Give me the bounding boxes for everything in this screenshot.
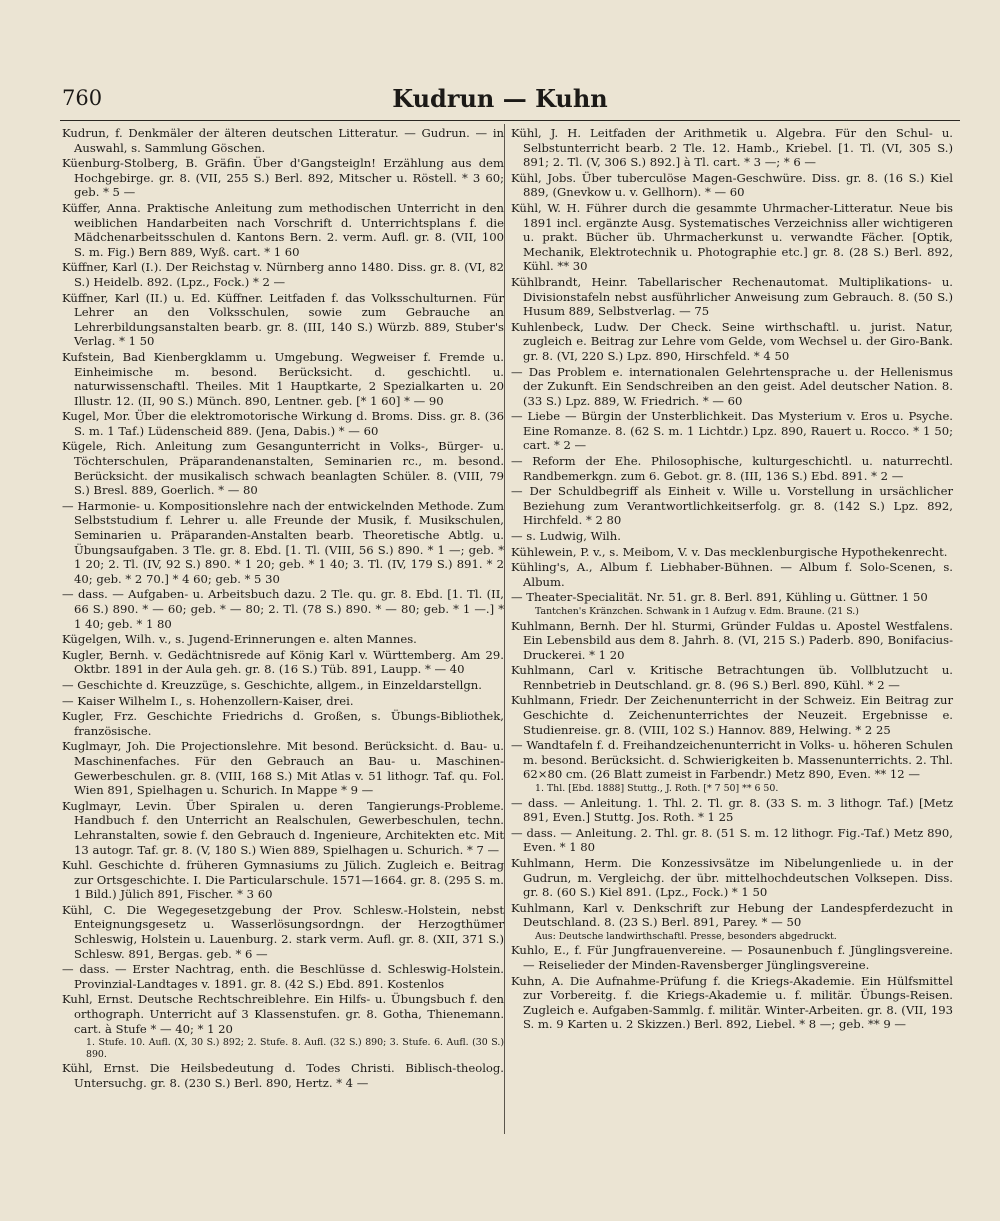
bibliography-entry: Kühling's, A., Album f. Liebhaber-Bühnen. — Album f. Solo-Scenen, s. Album. <box>511 560 953 589</box>
bibliography-entry: — dass. — Anleitung. 1. Thl. 2. Tl. gr. 8. (33 S. m. 3 lithogr. Taf.) [Metz 891, Even.] Stuttg. Jos. Roth. * 1 25 <box>511 795 953 825</box>
bibliography-entry: — dass. — Aufgaben- u. Arbeitsbuch dazu. 2 Tle. qu. gr. 8. Ebd. [1. Tl. (II, 66 S.) 890. * — 60; geb. * — 80; 2. Tl. (78 S.) 890. * — 80; geb. * 1 —.] * 1 40; geb. * 1 80 <box>62 587 504 631</box>
bibliography-entry: Kühl, W. H. Führer durch die gesammte Uhrmacher-Litteratur. Neue bis 1891 incl. ergänzte Ausg. Systematisches Verzeichniss aller wichtigeren u. prakt. Bücher üb. Uhrmacherkunst u. verwandte Fächer. [Optik, Mechanik, Elektrotechnik u. Photographie etc.] gr. 8. (28 S.) Berl. 892, Kühl. ** 30 <box>511 200 953 274</box>
page-header <box>0 84 1000 120</box>
bibliography-entry: Kuhlmann, Carl v. Kritische Betrachtungen üb. Vollblutzucht u. Rennbetrieb in Deutschland. gr. 8. (96 S.) Berl. 890, Kühl. * 2 — <box>511 663 953 692</box>
bibliography-entry: Kühl, Jobs. Über tuberculöse Magen-Geschwüre. Diss. gr. 8. (16 S.) Kiel 889, (Gnevkow u. v. Gellhorn). * — 60 <box>511 170 953 200</box>
right-column <box>511 126 953 1033</box>
bibliography-entry: Küffner, Karl (I.). Der Reichstag v. Nürnberg anno 1480. Diss. gr. 8. (VI, 82 S.) Heidelb. 892. (Lpz., Fock.) * 2 — <box>62 260 504 289</box>
bibliography-entry: Kühl, J. H. Leitfaden der Arithmetik u. Algebra. Für den Schul- u. Selbstunterricht bearb. 2 Tle. 12. Hamb., Kriebel. [1. Tl. (VI, 305 S.) 891; 2. Tl. (V, 306 S.) 892.] à Tl. cart. * 3 —; * 6 — <box>511 126 953 170</box>
bibliography-entry: Kuhn, A. Die Aufnahme-Prüfung f. die Kriegs-Akademie. Ein Hülfsmittel zur Vorbereitg. f. die Kriegs-Akademie u. f. militär. Übungs-Reisen. Zugleich e. Aufgaben-Sammlg. f. militär. Winter-Arbeiten. gr. 8. (VII, 193 S. m. 9 Karten u. 2 Skizzen.) Berl. 892, Liebel. * 8 —; geb. ** 9 — <box>511 973 953 1032</box>
bibliography-entry: Kuhlmann, Friedr. Der Zeichenunterricht in der Schweiz. Ein Beitrag zur Geschichte d. Zeichenunterrichtes der Neuzeit. Ergebnisse e. Studienreise. gr. 8. (VIII, 102 S.) Hannov. 889, Helwing. * 2 25 <box>511 693 953 737</box>
bibliography-entry: Kühl, C. Die Wegegesetzgebung der Prov. Schlesw.-Holstein, nebst Enteignungsgesetz u. Wasserlösungsordngn. der Herzogthümer Schleswig, Holstein u. Lauenburg. 2. stark verm. Aufl. gr. 8. (XII, 371 S.) Schlesw. 891, Bergas. geb. * 6 — <box>62 902 504 961</box>
bibliography-entry: — Harmonie- u. Kompositionslehre nach der entwickelnden Methode. Zum Selbststudium f. Lehrer u. alle Freunde der Musik, f. Musikschulen, Seminarien u. Präparanden-Anstalten bearb. Theoretische Abtlg. u. Übungsaufgaben. 3 Tle. gr. 8. Ebd. [1. Tl. (VIII, 56 S.) 890. * 1 —; geb. * 1 20; 2. Tl. (IV, 92 S.) 890. * 1 20; geb. * 1 40; 3. Tl. (IV, 179 S.) 891. * 2 40; geb. * 2 70.] * 4 60; geb. * 5 30 <box>62 498 504 586</box>
running-title: Kudrun — Kuhn <box>392 84 608 113</box>
bibliography-entry: Kuhlmann, Bernh. Der hl. Sturmi, Gründer Fuldas u. Apostel Westfalens. Ein Lebensbild aus dem 8. Jahrh. 8. (VI, 215 S.) Paderb. 890, Bonifacius-Druckerei. * 1 20 <box>511 618 953 662</box>
bibliography-entry: Kuhlenbeck, Ludw. Der Check. Seine wirthschaftl. u. jurist. Natur, zugleich e. Beitrag zur Lehre vom Gelde, vom Wechsel u. der Giro-Bank. gr. 8. (VI, 220 S.) Lpz. 890, Hirschfeld. * 4 50 <box>511 319 953 363</box>
bibliography-entry: — Das Problem e. internationalen Gelehrtensprache u. der Hellenismus der Zukunft. Ein Sendschreiben an den geist. Adel deutscher Nation. 8. (33 S.) Lpz. 889, W. Friedrich. * — 60 <box>511 364 953 408</box>
bibliography-entry: Küenburg-Stolberg, B. Gräfin. Über d'Gangsteigln! Erzählung aus dem Hochgebirge. gr. 8. (VII, 255 S.) Berl. 892, Mitscher u. Röstell. * 3 60; geb. * 5 — <box>62 156 504 200</box>
bibliography-entry: Kufstein, Bad Kienbergklamm u. Umgebung. Wegweiser f. Fremde u. Einheimische m. besond. Berücksicht. d. geschichtl. u. naturwissenschaftl. Theiles. Mit 1 Hauptkarte, 2 Spezialkarten u. 20 Illustr. 12. (II, 90 S.) Münch. 890, Lentner. geb. [* 1 60] * — 90 <box>62 349 504 408</box>
bibliography-entry: — Wandtafeln f. d. Freihandzeichenunterricht in Volks- u. höheren Schulen m. besond. Berücksicht. d. Schwierigkeiten b. Massenunterrichts. 2. Thl. 62×80 cm. (26 Blatt zumeist in Farbendr.) Metz 890, Even. ** 12 — <box>511 738 953 782</box>
left-column <box>62 126 504 1091</box>
bibliography-note: 1. Thl. [Ebd. 1888] Stuttg., J. Roth. [* 7 50] ** 6 50. <box>535 783 779 795</box>
bibliography-entry: Kuhlmann, Herm. Die Konzessivsätze im Nibelungenliede u. in der Gudrun, m. Vergleichg. der übr. mittelhochdeutschen Volksepen. Diss. gr. 8. (60 S.) Kiel 891. (Lpz., Fock.) * 1 50 <box>511 855 953 900</box>
bibliography-entry: Küffner, Karl (II.) u. Ed. Küffner. Leitfaden f. das Volksschulturnen. Für Lehrer an den Volksschulen, sowie zum Gebrauche an Lehrerbildungsanstalten bearb. gr. 8. (III, 140 S.) Würzb. 889, Stuber's Verlag. * 1 50 <box>62 290 504 349</box>
bibliography-note: Aus: Deutsche landwirthschaftl. Presse, besonders abgedruckt. <box>535 930 837 942</box>
bibliography-entry: — Kaiser Wilhelm I., s. Hohenzollern-Kaiser, drei. <box>62 693 354 708</box>
bibliography-entry: Kühl, Ernst. Die Heilsbedeutung d. Todes Christi. Biblisch-theolog. Untersuchg. gr. 8. (230 S.) Berl. 890, Hertz. * 4 — <box>62 1061 504 1090</box>
bibliography-entry: Kuhlmann, Karl v. Denkschrift zur Hebung der Landespferdezucht in Deutschland. 8. (23 S.) Berl. 891, Parey. * — 50 <box>511 900 953 930</box>
bibliography-entry: — dass. — Anleitung. 2. Thl. gr. 8. (51 S. m. 12 lithogr. Fig.-Taf.) Metz 890, Even. * 1 80 <box>511 825 953 855</box>
bibliography-entry: — s. Ludwig, Wilh. <box>511 529 621 544</box>
bibliography-entry: — Reform der Ehe. Philosophische, kulturgeschichtl. u. naturrechtl. Randbemerkgn. zum 6. Gebot. gr. 8. (III, 136 S.) Ebd. 891. * 2 — <box>511 454 953 483</box>
bibliography-entry: — Theater-Specialität. Nr. 51. gr. 8. Berl. 891, Kühling u. Güttner. 1 50 <box>511 590 928 605</box>
bibliography-entry: Kuhl, Ernst. Deutsche Rechtschreiblehre. Ein Hilfs- u. Übungsbuch f. den orthograph. Unterricht auf 3 Klassenstufen. gr. 8. Gotha, Thienemann. cart. à Stufe * — 40; * 1 20 <box>62 992 504 1036</box>
bibliography-entry: — Geschichte d. Kreuzzüge, s. Geschichte, allgem., in Einzeldarstellgn. <box>62 677 482 692</box>
bibliography-entry: Kugler, Frz. Geschichte Friedrichs d. Großen, s. Übungs-Bibliothek, französische. <box>62 709 504 738</box>
bibliography-entry: Kühlewein, P. v., s. Meibom, V. v. Das mecklenburgische Hypothekenrecht. <box>511 544 948 559</box>
bibliography-entry: Kugel, Mor. Über die elektromotorische Wirkung d. Broms. Diss. gr. 8. (36 S. m. 1 Taf.) Lüdenscheid 889. (Jena, Dabis.) * — 60 <box>62 409 504 438</box>
bibliography-entry: — dass. — Erster Nachtrag, enth. die Beschlüsse d. Schleswig-Holstein. Provinzial-Landtages v. 1891. gr. 8. (42 S.) Ebd. 891. Kostenlos <box>62 962 504 991</box>
bibliography-entry: Kuhlo, E., f. Für Jungfrauenvereine. — Posaunenbuch f. Jünglingsvereine. — Reiselieder der Minden-Ravensberger Jünglingsvereine. <box>511 943 953 972</box>
bibliography-entry: Kugler, Bernh. v. Gedächtnisrede auf König Karl v. Württemberg. Am 29. Oktbr. 1891 in der Aula geh. gr. 8. (16 S.) Tüb. 891, Laupp. * — 40 <box>62 647 504 677</box>
bibliography-entry: Kudrun, f. Denkmäler der älteren deutschen Litteratur. — Gudrun. — in Auswahl, s. Sammlung Göschen. <box>62 126 504 155</box>
bibliography-entry: Kuhl. Geschichte d. früheren Gymnasiums zu Jülich. Zugleich e. Beitrag zur Ortsgeschichte. I. Die Particularschule. 1571—1664. gr. 8. (295 S. m. 1 Bild.) Jülich 891, Fischer. * 3 60 <box>62 858 504 902</box>
bibliography-entry: Kügelgen, Wilh. v., s. Jugend-Erinnerungen e. alten Mannes. <box>62 632 417 647</box>
page-number: 760 <box>62 86 103 110</box>
bibliography-entry: — Liebe — Bürgin der Unsterblichkeit. Das Mysterium v. Eros u. Psyche. Eine Romanze. 8. (62 S. m. 1 Lichtdr.) Lpz. 890, Rauert u. Rocco. * 1 50; cart. * 2 — <box>511 409 953 453</box>
bibliography-note: Tantchen's Kränzchen. Schwank in 1 Aufzug v. Edm. Braune. (21 S.) <box>535 606 859 617</box>
bibliography-entry: — Der Schuldbegriff als Einheit v. Wille u. Vorstellung in ursächlicher Beziehung zum Verantwortlichkeitserfolg. gr. 8. (142 S.) Lpz. 892, Hirchfeld. * 2 80 <box>511 484 953 528</box>
bibliography-entry: Küffer, Anna. Praktische Anleitung zum methodischen Unterricht in den weiblichen Handarbeiten nach Vorschrift d. Unterrichtsplans f. die Mädchenarbeitsschulen d. Kantons Bern. 2. verm. Aufl. gr. 8. (VII, 100 S. m. Fig.) Bern 889, Wyß. cart. * 1 60 <box>62 200 504 259</box>
header-rule <box>60 120 960 121</box>
bibliography-entry: Kuglmayr, Joh. Die Projectionslehre. Mit besond. Berücksicht. d. Bau- u. Maschinenfaches. Für den Gebrauch an Bau- u. Maschinen-Gewerbeschulen. gr. 8. (VIII, 168 S.) Mit Atlas v. 51 lithogr. Taf. qu. Fol. Wien 891, Spielhagen u. Schurich. In Mappe * 9 — <box>62 739 504 798</box>
bibliography-entry: Kügele, Rich. Anleitung zum Gesangunterricht in Volks-, Bürger- u. Töchterschulen, Präparandenanstalten, Seminarien rc., m. besond. Berücksicht. der musikalisch schwach beanlagten Schüler. 8. (VIII, 79 S.) Bresl. 889, Goerlich. * — 80 <box>62 439 504 498</box>
bibliography-note: 1. Stufe. 10. Aufl. (X, 30 S.) 892; 2. Stufe. 8. Aufl. (32 S.) 890; 3. Stufe. 6. Aufl. (30 S.) 890. <box>86 1037 504 1060</box>
column-divider <box>504 124 505 1134</box>
bibliography-entry: Kuglmayr, Levin. Über Spiralen u. deren Tangierungs-Probleme. Handbuch f. den Unterricht an Realschulen, Gewerbeschulen, techn. Lehranstalten, sowie f. den Gebrauch d. Ingenieure, Architekten etc. Mit 13 autogr. Taf. gr. 8. (V, 180 S.) Wien 889, Spielhagen u. Schurich. * 7 — <box>62 798 504 857</box>
bibliography-entry: Kühlbrandt, Heinr. Tabellarischer Rechenautomat. Multiplikations- u. Divisionstafeln nebst ausführlicher Anweisung zum Gebrauch. 8. (50 S.) Husum 889, Selbstverlag. — 75 <box>511 274 953 319</box>
